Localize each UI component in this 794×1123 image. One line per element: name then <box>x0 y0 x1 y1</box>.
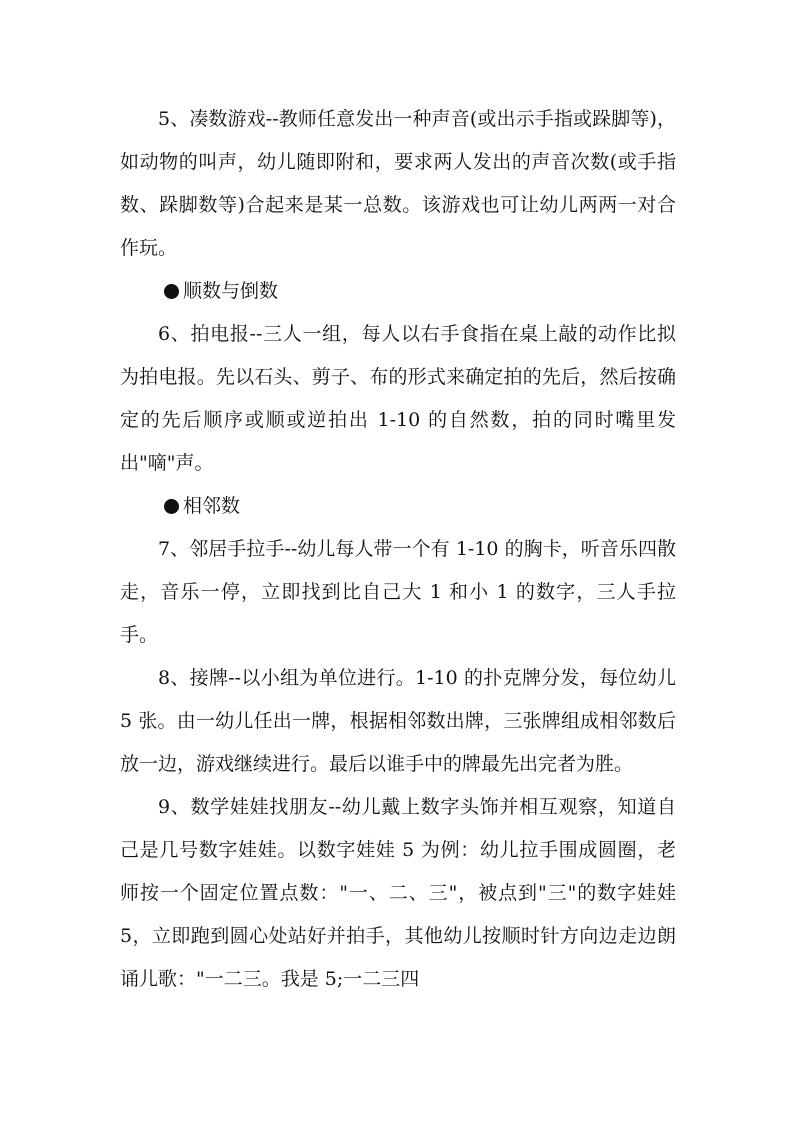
paragraph-game-5: 5、凑数游戏--教师任意发出一种声音(或出示手指或跺脚等)，如动物的叫声，幼儿随即附和，要求两人发出的声音次数(或手指数、跺脚数等)合起来是某一总数。该游戏也可让幼儿两两一对合作玩。 <box>120 108 676 259</box>
bullet-icon <box>164 284 179 299</box>
paragraph-game-6: 6、拍电报--三人一组，每人以右手食指在桌上敲的动作比拟为拍电报。先以石头、剪子、布的形式来确定拍的先后，然后按确定的先后顺序或顺或逆拍出 1-10 的自然数，拍的同时嘴里发出"嘀"声。 <box>120 323 676 474</box>
paragraph-game-8: 8、接牌--以小组为单位进行。1-10 的扑克牌分发，每位幼儿 5 张。由一幼儿任出一牌，根据相邻数出牌，三张牌组成相邻数后放一边，游戏继续进行。最后以谁手中的牌最先出完者为胜。 <box>120 667 676 775</box>
paragraph-game-7: 7、邻居手拉手--幼儿每人带一个有 1-10 的胸卡，听音乐四散走，音乐一停，立即找到比自己大 1 和小 1 的数字，三人手拉手。 <box>120 538 676 646</box>
section-heading-forward-backward-counting <box>120 270 676 313</box>
bullet-icon <box>164 499 179 514</box>
document-body <box>120 98 676 1001</box>
paragraph-game-9: 9、数学娃娃找朋友--幼儿戴上数字头饰并相互观察，知道自己是几号数字娃娃。以数字娃娃 5 为例：幼儿拉手围成圆圈，老师按一个固定位置点数："一、二、三"，被点到"三"的数字娃娃 5，立即跑到圆心处站好并拍手，其他幼儿按顺时针方向边走边朗诵儿歌："一二三。我是 5;一二三四 <box>120 796 676 990</box>
section-heading-label: 顺数与倒数 <box>183 280 279 302</box>
section-heading-adjacent-numbers <box>120 485 676 528</box>
section-heading-label: 相邻数 <box>183 495 241 517</box>
